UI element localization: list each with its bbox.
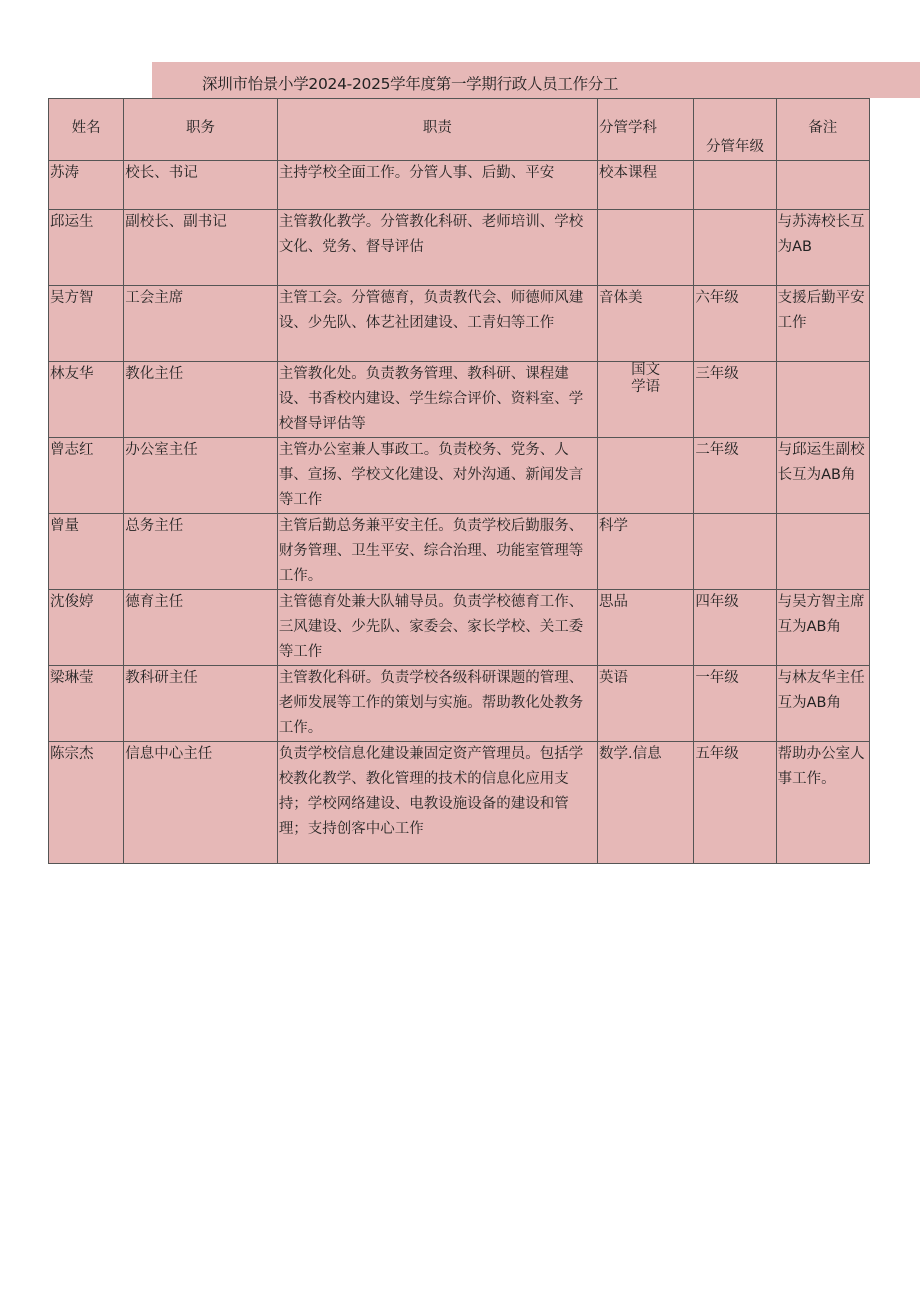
cell-note: 与邱运生副校长互为AB角 [776, 438, 869, 514]
cell-note: 与吴方智主席互为AB角 [776, 590, 869, 666]
cell-name: 苏涛 [49, 161, 124, 210]
cell-name: 林友华 [49, 362, 124, 438]
cell-name: 曾量 [49, 514, 124, 590]
cell-duty: 主管办公室兼人事政工。负责校务、党务、人事、宣扬、学校文化建设、对外沟通、新闻发言等工作 [277, 438, 597, 514]
cell-subject [597, 362, 693, 438]
cell-subject: 英语 [597, 666, 693, 742]
table-row [49, 362, 870, 438]
cell-note: 与苏涛校长互为AB [776, 210, 869, 286]
cell-position: 总务主任 [124, 514, 278, 590]
cell-note [776, 161, 869, 210]
subject-vertical-text: 国文学语 [631, 362, 661, 395]
cell-grade [694, 161, 776, 210]
cell-name: 邱运生 [49, 210, 124, 286]
cell-grade: 四年级 [694, 590, 776, 666]
table-row [49, 514, 870, 590]
cell-duty: 主管教化教学。分管教化科研、老师培训、学校文化、党务、督导评估 [277, 210, 597, 286]
cell-name: 沈俊婷 [49, 590, 124, 666]
cell-subject: 音体美 [597, 286, 693, 362]
cell-note [776, 362, 869, 438]
table-row [49, 438, 870, 514]
header-note: 备注 [776, 99, 869, 161]
cell-name: 梁琳莹 [49, 666, 124, 742]
cell-grade: 五年级 [694, 742, 776, 864]
cell-duty: 主管教化处。负责教务管理、教科研、课程建设、书香校内建设、学生综合评价、资料室、学校督导评估等 [277, 362, 597, 438]
cell-position: 校长、书记 [124, 161, 278, 210]
cell-note: 支援后勤平安工作 [776, 286, 869, 362]
cell-position: 办公室主任 [124, 438, 278, 514]
cell-subject [597, 210, 693, 286]
cell-position: 副校长、副书记 [124, 210, 278, 286]
header-duty: 职责 [277, 99, 597, 161]
table-row [49, 590, 870, 666]
table-row [49, 666, 870, 742]
cell-duty: 主管后勤总务兼平安主任。负责学校后勤服务、财务管理、卫生平安、综合治理、功能室管理等工作。 [277, 514, 597, 590]
header-subject: 分管学科 [597, 99, 693, 161]
document-title: 深圳市怡景小学2024-2025学年度第一学期行政人员工作分工 [202, 75, 619, 93]
header-name: 姓名 [49, 99, 124, 161]
cell-grade: 一年级 [694, 666, 776, 742]
cell-subject: 校本课程 [597, 161, 693, 210]
cell-note: 帮助办公室人事工作。 [776, 742, 869, 864]
cell-subject: 思品 [597, 590, 693, 666]
cell-name: 陈宗杰 [49, 742, 124, 864]
cell-position: 教科研主任 [124, 666, 278, 742]
cell-position: 德育主任 [124, 590, 278, 666]
table-row [49, 161, 870, 210]
cell-subject: 数学.信息 [597, 742, 693, 864]
cell-name: 曾志红 [49, 438, 124, 514]
cell-duty: 负责学校信息化建设兼固定资产管理员。包括学校教化教学、教化管理的技术的信息化应用支持；学校网络建设、电教设施设备的建设和管理；支持创客中心工作 [277, 742, 597, 864]
table-header-row [49, 99, 870, 161]
cell-note [776, 514, 869, 590]
table-row [49, 742, 870, 864]
cell-position: 教化主任 [124, 362, 278, 438]
cell-grade: 三年级 [694, 362, 776, 438]
cell-duty: 主管德育处兼大队辅导员。负责学校德育工作、三风建设、少先队、家委会、家长学校、关工委等工作 [277, 590, 597, 666]
cell-position: 信息中心主任 [124, 742, 278, 864]
table-row [49, 210, 870, 286]
cell-note: 与林友华主任互为AB角 [776, 666, 869, 742]
table-row [49, 286, 870, 362]
cell-grade: 二年级 [694, 438, 776, 514]
cell-grade [694, 514, 776, 590]
cell-duty: 主管工会。分管德育，负责教代会、师德师风建设、少先队、体艺社团建设、工青妇等工作 [277, 286, 597, 362]
cell-subject: 科学 [597, 514, 693, 590]
header-grade: 分管年级 [694, 99, 776, 161]
title-bar [152, 62, 920, 98]
cell-duty: 主管教化科研。负责学校各级科研课题的管理、老师发展等工作的策划与实施。帮助教化处教务工作。 [277, 666, 597, 742]
header-position: 职务 [124, 99, 278, 161]
cell-name: 吴方智 [49, 286, 124, 362]
cell-grade [694, 210, 776, 286]
cell-grade: 六年级 [694, 286, 776, 362]
cell-subject [597, 438, 693, 514]
duty-table [48, 98, 870, 864]
cell-position: 工会主席 [124, 286, 278, 362]
cell-duty: 主持学校全面工作。分管人事、后勤、平安 [277, 161, 597, 210]
